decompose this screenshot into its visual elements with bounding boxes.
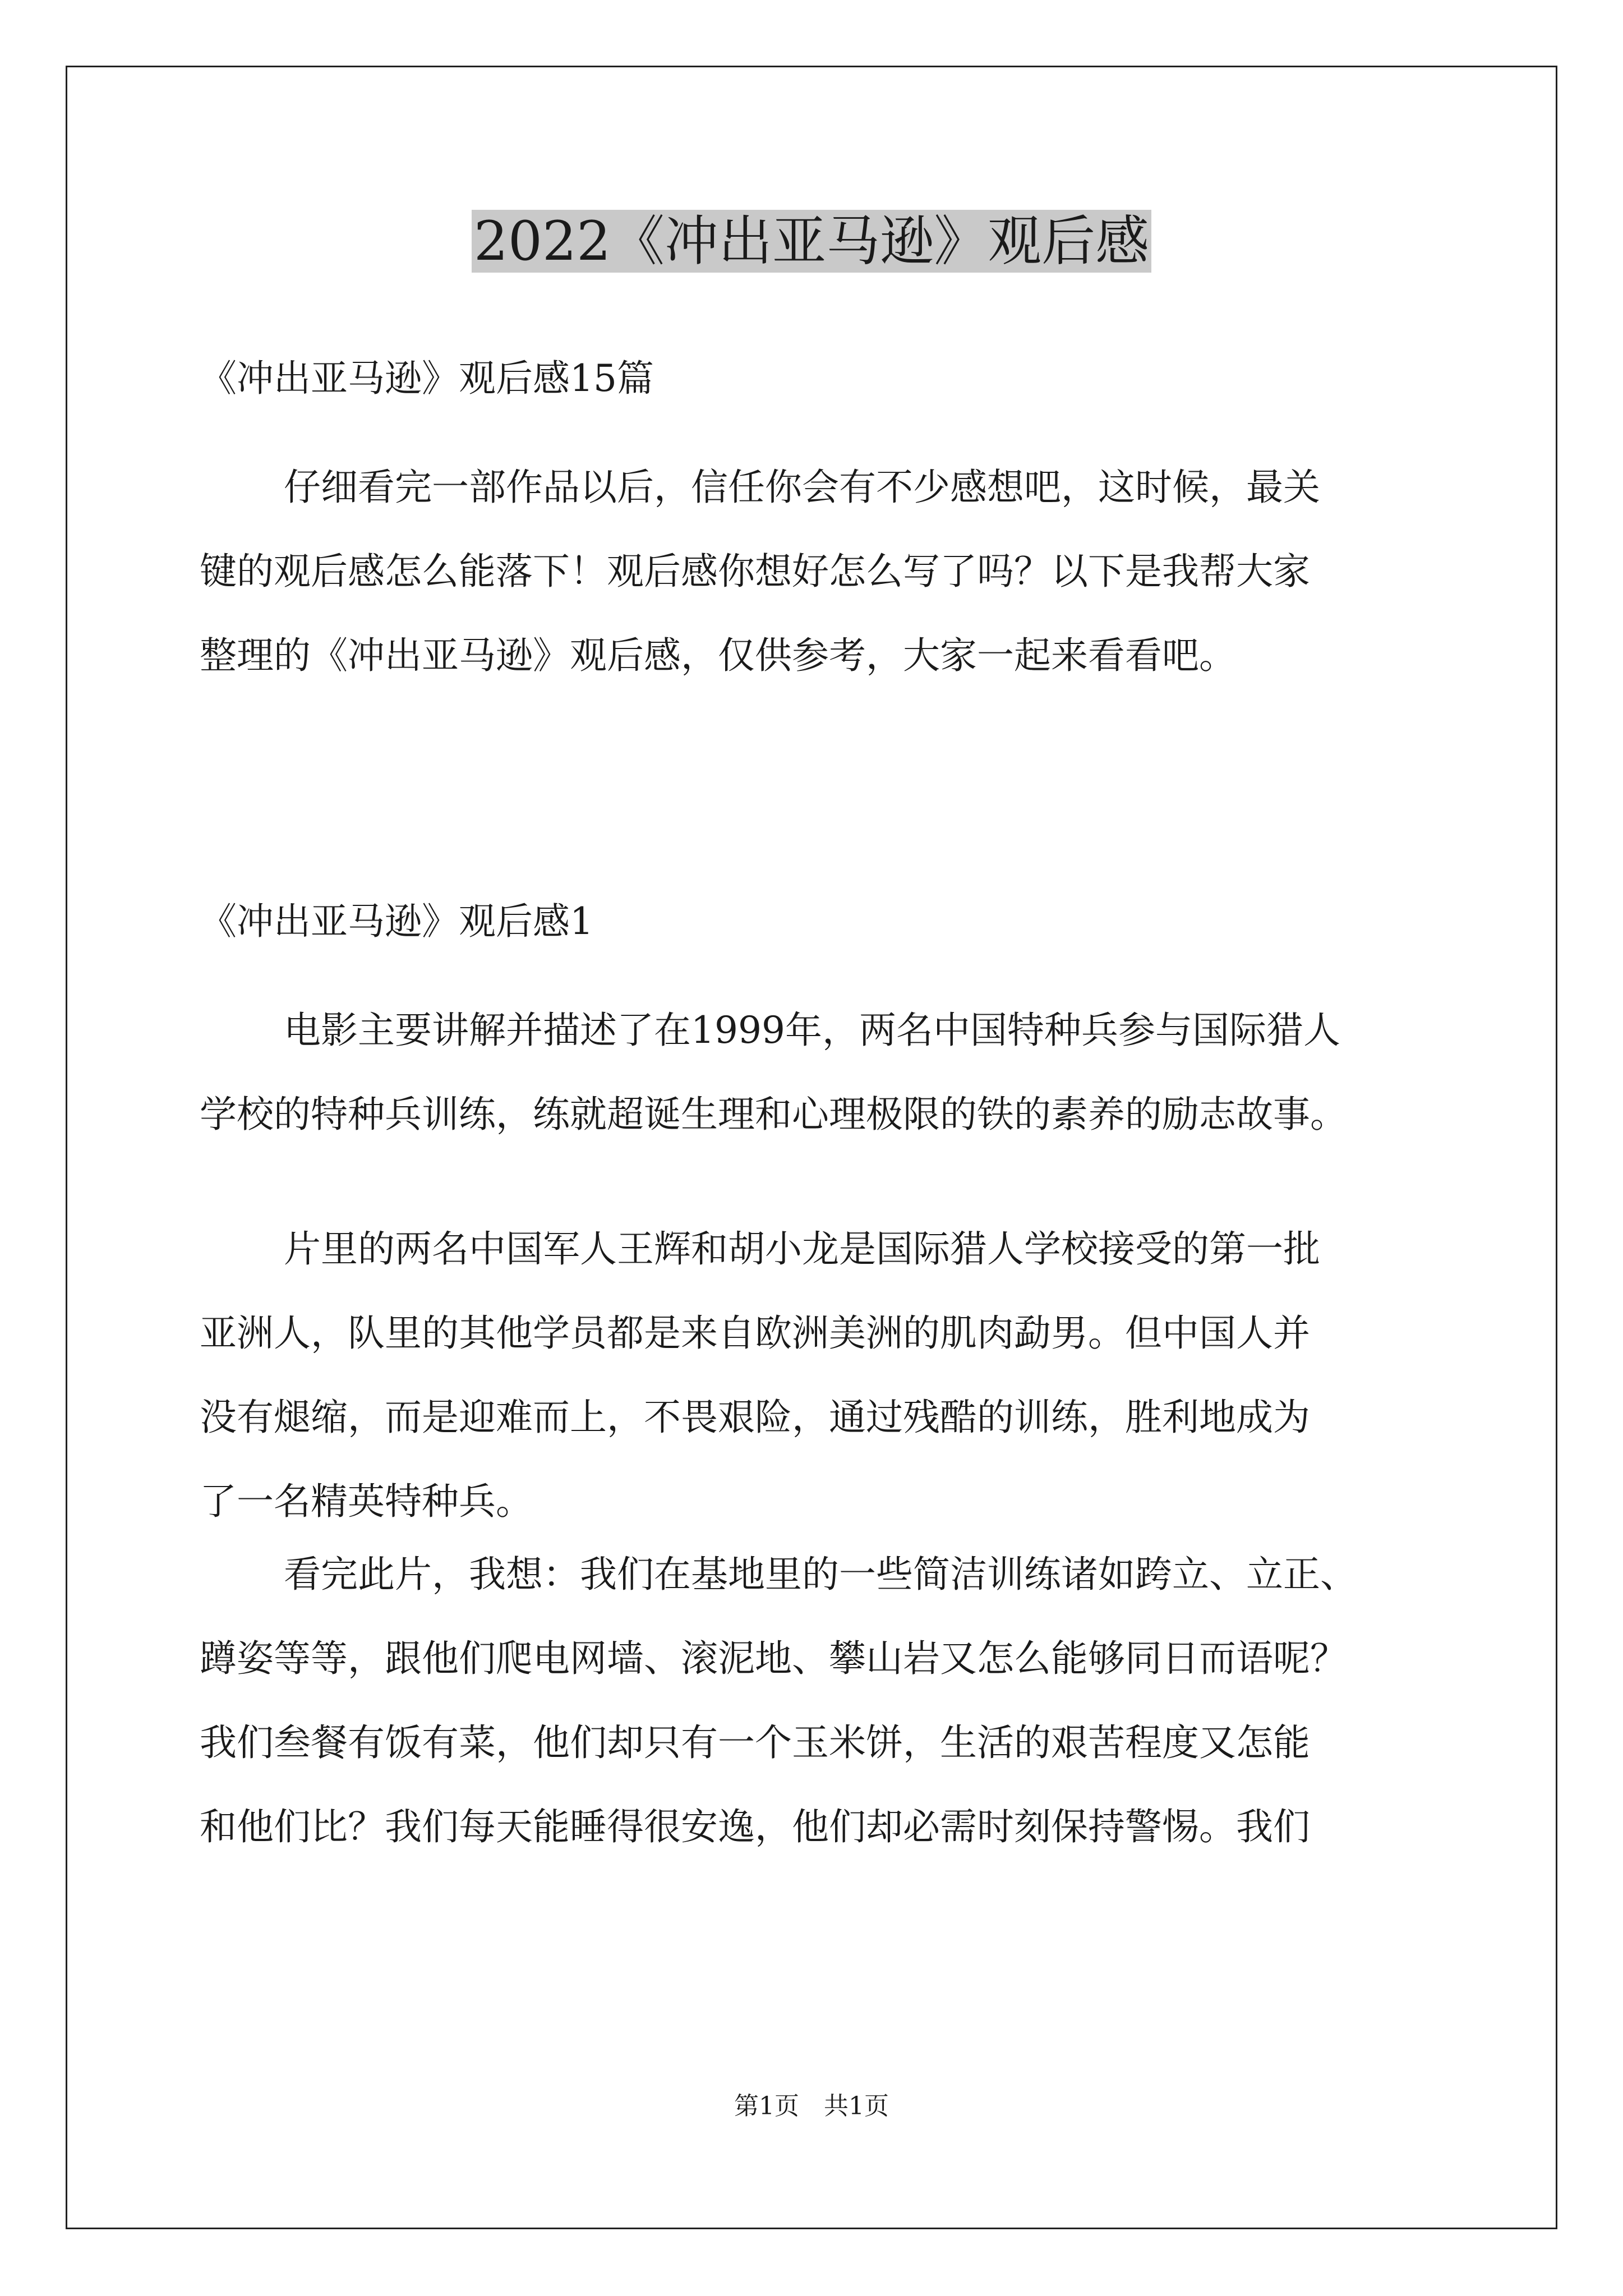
intro-line: 整理的《冲出亚马逊》观后感，仅供参考，大家一起来看看吧。 — [200, 634, 1236, 677]
paragraph-line: 我们叁餐有饭有菜，他们却只有一个玉米饼，生活的艰苦程度又怎能 — [200, 1721, 1310, 1764]
paragraph-line: 没有煺缩，而是迎难而上，不畏艰险，通过残酷的训练，胜利地成为 — [200, 1396, 1310, 1439]
paragraph-line: 电影主要讲解并描述了在1999年，两名中国特种兵参与国际猎人 — [284, 1009, 1340, 1052]
paragraph-line: 看完此片，我想：我们在基地里的一些简洁训练诸如跨立、立正、 — [284, 1553, 1357, 1596]
intro-paragraph — [200, 445, 1433, 698]
paragraph-1 — [200, 988, 1433, 1157]
document-title — [0, 202, 1623, 280]
paragraph-line: 亚洲人，队里的其他学员都是来自欧洲美洲的肌肉勐男。但中国人并 — [200, 1312, 1310, 1355]
paragraph-line: 蹲姿等等，跟他们爬电网墙、滚泥地、攀山岩又怎么能够同日而语呢？ — [200, 1637, 1347, 1680]
section-heading: 《冲出亚马逊》观后感1 — [200, 900, 593, 943]
paragraph-3 — [200, 1533, 1433, 1869]
intro-line: 仔细看完一部作品以后，信任你会有不少感想吧，这时候，最关 — [284, 466, 1320, 509]
intro-line: 键的观后感怎么能落下！观后感你想好怎么写了吗？以下是我帮大家 — [200, 550, 1310, 593]
document-title-text: 2022《冲出亚马逊》观后感 — [472, 210, 1151, 273]
document-subtitle: 《冲出亚马逊》观后感15篇 — [200, 357, 654, 400]
paragraph-line: 学校的特种兵训练，练就超诞生理和心理极限的铁的素养的励志故事。 — [200, 1093, 1347, 1136]
page-number-footer: 第1页 共1页 — [734, 2092, 889, 2120]
paragraph-line: 和他们比？我们每天能睡得很安逸，他们却必需时刻保持警惕。我们 — [200, 1805, 1310, 1848]
paragraph-line: 了一名精英特种兵。 — [200, 1480, 533, 1523]
paragraph-2 — [200, 1207, 1433, 1544]
paragraph-line: 片里的两名中国军人王辉和胡小龙是国际猎人学校接受的第一批 — [284, 1227, 1320, 1271]
